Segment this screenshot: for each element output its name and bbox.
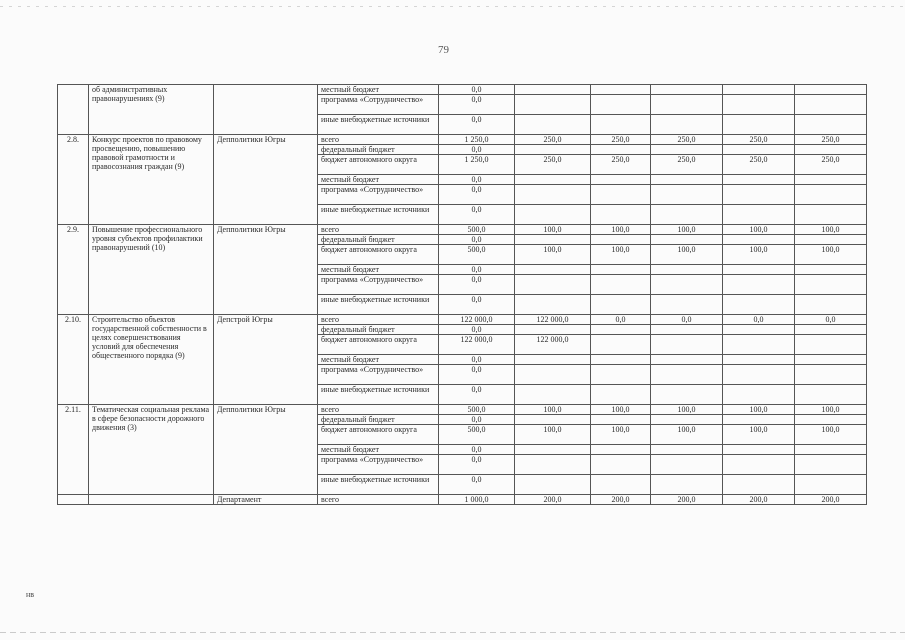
amount-year [723,475,795,495]
item-number [58,495,89,505]
amount-year [723,325,795,335]
amount-year [795,385,867,405]
amount-year [795,445,867,455]
amount-year: 100,0 [723,405,795,415]
amount-total: 0,0 [439,365,515,385]
amount-total: 122 000,0 [439,315,515,325]
amount-year [651,415,723,425]
amount-total: 0,0 [439,95,515,115]
amount-year [651,295,723,315]
amount-year [723,385,795,405]
amount-year: 100,0 [515,225,591,235]
measure-name: об административных правонарушениях (9) [89,85,214,135]
table-row [58,135,867,145]
amount-year: 100,0 [651,425,723,445]
amount-year [515,385,591,405]
amount-year: 100,0 [795,425,867,445]
amount-year [795,115,867,135]
scan-top-edge [0,6,905,7]
amount-year [591,475,651,495]
amount-year [515,325,591,335]
amount-total: 500,0 [439,225,515,235]
amount-year [795,455,867,475]
amount-year [723,85,795,95]
amount-total: 0,0 [439,275,515,295]
amount-year: 200,0 [723,495,795,505]
amount-year [591,415,651,425]
amount-year [515,175,591,185]
amount-year [723,115,795,135]
funding-source: местный бюджет [318,355,439,365]
amount-year [795,185,867,205]
amount-year [795,95,867,115]
measure-name: Конкурс проектов по правовому просвещению, повышению правовой грамотности и правосознания граждан (9) [89,135,214,225]
funding-source: всего [318,315,439,325]
amount-total: 0,0 [439,205,515,225]
amount-year [795,415,867,425]
amount-year: 0,0 [591,315,651,325]
footer-mark: нв [26,590,35,599]
funding-source: федеральный бюджет [318,145,439,155]
amount-year: 100,0 [651,225,723,235]
amount-total: 0,0 [439,475,515,495]
funding-source: местный бюджет [318,175,439,185]
executor [214,85,318,135]
amount-year [515,355,591,365]
amount-year [723,445,795,455]
amount-year [591,335,651,355]
scan-bottom-edge [0,632,905,633]
executor: Депполитики Югры [214,135,318,225]
measure-name: Строительство объектов государственной собственности в целях совершенствования условий для обеспечения общественного порядка (9) [89,315,214,405]
funding-source: иные внебюджетные источники [318,115,439,135]
amount-year: 122 000,0 [515,315,591,325]
amount-year [515,455,591,475]
funding-source: программа «Сотрудничество» [318,455,439,475]
amount-year [591,275,651,295]
amount-year: 250,0 [795,135,867,145]
amount-year [515,235,591,245]
amount-year: 0,0 [651,315,723,325]
amount-year: 200,0 [795,495,867,505]
funding-source: бюджет автономного округа [318,155,439,175]
amount-year [515,475,591,495]
table-row [58,315,867,325]
measure-name: Повышение профессионального уровня субъектов профилактики правонарушений (10) [89,225,214,315]
amount-total: 0,0 [439,265,515,275]
amount-year [651,85,723,95]
amount-year: 100,0 [651,405,723,415]
amount-year [795,235,867,245]
table-row [58,495,867,505]
amount-year: 100,0 [591,425,651,445]
amount-year [591,95,651,115]
amount-year [723,185,795,205]
amount-year: 100,0 [795,405,867,415]
amount-year: 100,0 [515,405,591,415]
table-row [58,85,867,95]
amount-total: 0,0 [439,355,515,365]
amount-total: 0,0 [439,175,515,185]
amount-year [651,145,723,155]
amount-total: 0,0 [439,445,515,455]
amount-year: 100,0 [795,245,867,265]
amount-total: 1 000,0 [439,495,515,505]
amount-year: 250,0 [591,155,651,175]
amount-year: 100,0 [591,245,651,265]
amount-year [723,355,795,365]
amount-total: 0,0 [439,185,515,205]
amount-total: 500,0 [439,245,515,265]
amount-total: 122 000,0 [439,335,515,355]
amount-year: 122 000,0 [515,335,591,355]
amount-total: 0,0 [439,385,515,405]
funding-source: федеральный бюджет [318,325,439,335]
amount-year: 250,0 [515,155,591,175]
amount-year [591,295,651,315]
item-number: 2.11. [58,405,89,495]
amount-year [795,145,867,155]
funding-source: всего [318,135,439,145]
amount-year: 100,0 [795,225,867,235]
amount-year [723,415,795,425]
amount-year [651,265,723,275]
amount-year [651,275,723,295]
amount-year [591,355,651,365]
item-number: 2.10. [58,315,89,405]
amount-year [723,95,795,115]
amount-total: 0,0 [439,325,515,335]
amount-total: 0,0 [439,85,515,95]
amount-year [515,415,591,425]
table-row [58,225,867,235]
amount-year: 250,0 [591,135,651,145]
amount-year [723,365,795,385]
funding-source: всего [318,225,439,235]
amount-year [795,175,867,185]
amount-year: 100,0 [723,425,795,445]
amount-year: 100,0 [591,405,651,415]
amount-year [651,175,723,185]
amount-year [591,325,651,335]
amount-year [723,275,795,295]
amount-year: 250,0 [723,155,795,175]
amount-year [591,175,651,185]
amount-year: 250,0 [723,135,795,145]
amount-year [651,445,723,455]
amount-year [795,335,867,355]
amount-year [723,335,795,355]
amount-year [591,185,651,205]
amount-year [515,365,591,385]
amount-year: 250,0 [651,155,723,175]
executor: Депполитики Югры [214,405,318,495]
table-row [58,405,867,415]
amount-year [591,455,651,475]
executor: Департамент [214,495,318,505]
funding-source: иные внебюджетные источники [318,205,439,225]
amount-year [515,275,591,295]
amount-year [723,175,795,185]
item-number [58,85,89,135]
amount-year: 200,0 [591,495,651,505]
amount-year: 250,0 [515,135,591,145]
amount-year [651,95,723,115]
amount-year [591,85,651,95]
amount-year [515,115,591,135]
amount-year [795,355,867,365]
amount-year [795,295,867,315]
amount-total: 1 250,0 [439,155,515,175]
amount-year: 250,0 [651,135,723,145]
funding-source: программа «Сотрудничество» [318,185,439,205]
amount-year: 250,0 [795,155,867,175]
amount-year: 200,0 [651,495,723,505]
amount-year [651,185,723,205]
funding-source: бюджет автономного округа [318,245,439,265]
item-number: 2.9. [58,225,89,315]
funding-source: программа «Сотрудничество» [318,275,439,295]
amount-year [651,115,723,135]
amount-year [723,295,795,315]
amount-year: 100,0 [723,245,795,265]
amount-total: 1 250,0 [439,135,515,145]
amount-year [651,365,723,385]
funding-source: всего [318,405,439,415]
measure-name: Тематическая социальная реклама в сфере безопасности дорожного движения (3) [89,405,214,495]
amount-year: 100,0 [515,425,591,445]
executor: Депстрой Югры [214,315,318,405]
amount-year [591,115,651,135]
measure-name [89,495,214,505]
amount-year [651,325,723,335]
amount-year [723,235,795,245]
executor: Депполитики Югры [214,225,318,315]
funding-source: федеральный бюджет [318,415,439,425]
funding-source: бюджет автономного округа [318,335,439,355]
funding-source: бюджет автономного округа [318,425,439,445]
amount-year [515,185,591,205]
amount-year [651,475,723,495]
amount-year [651,385,723,405]
amount-year [515,205,591,225]
amount-year [515,95,591,115]
amount-year: 100,0 [591,225,651,235]
amount-year [591,365,651,385]
funding-source: местный бюджет [318,265,439,275]
amount-year: 200,0 [515,495,591,505]
funding-source: иные внебюджетные источники [318,295,439,315]
amount-total: 0,0 [439,415,515,425]
amount-year: 0,0 [795,315,867,325]
amount-year [795,475,867,495]
amount-year [515,295,591,315]
amount-year [591,445,651,455]
funding-source: федеральный бюджет [318,235,439,245]
amount-year [591,145,651,155]
funding-source: местный бюджет [318,445,439,455]
amount-year [515,265,591,275]
amount-year: 100,0 [723,225,795,235]
page-number: 79 [438,44,449,56]
amount-year [795,325,867,335]
amount-year [651,335,723,355]
amount-year [795,85,867,95]
amount-year: 0,0 [723,315,795,325]
amount-year [515,145,591,155]
amount-total: 0,0 [439,235,515,245]
amount-year [795,365,867,385]
amount-year [651,205,723,225]
amount-year [591,235,651,245]
amount-year: 100,0 [651,245,723,265]
amount-total: 500,0 [439,405,515,415]
funding-source: местный бюджет [318,85,439,95]
amount-year [591,385,651,405]
funding-source: всего [318,495,439,505]
amount-year: 100,0 [515,245,591,265]
amount-year [651,455,723,475]
item-number: 2.8. [58,135,89,225]
amount-year [591,265,651,275]
amount-year [795,265,867,275]
amount-total: 500,0 [439,425,515,445]
amount-year [723,205,795,225]
amount-total: 0,0 [439,115,515,135]
amount-year [515,85,591,95]
funding-source: программа «Сотрудничество» [318,365,439,385]
funding-source: иные внебюджетные источники [318,475,439,495]
amount-year [795,205,867,225]
amount-total: 0,0 [439,455,515,475]
amount-year [651,235,723,245]
amount-year [723,455,795,475]
amount-total: 0,0 [439,295,515,315]
amount-year [591,205,651,225]
funding-source: программа «Сотрудничество» [318,95,439,115]
amount-total: 0,0 [439,145,515,155]
funding-source: иные внебюджетные источники [318,385,439,405]
amount-year [651,355,723,365]
amount-year [515,445,591,455]
amount-year [723,145,795,155]
program-funding-table [57,84,867,505]
amount-year [795,275,867,295]
amount-year [723,265,795,275]
